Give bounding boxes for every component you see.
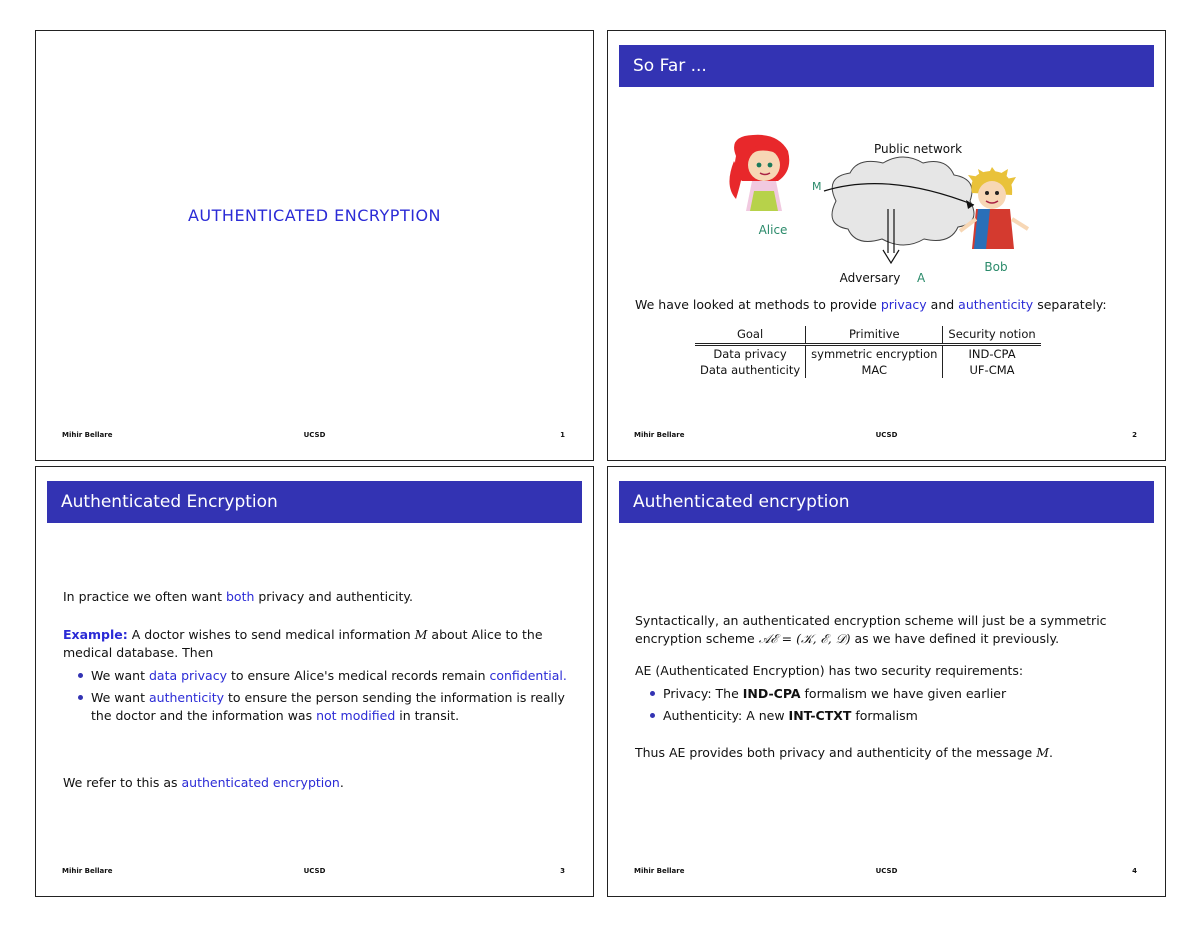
footer-institution: UCSD [303,431,326,439]
example-label: Example: [63,627,128,642]
bullet-text: to ensure the person sending the information is really the doctor and the information was [91,690,565,723]
public-network-figure [728,131,1058,291]
page-number: 4 [1132,867,1137,875]
example-bullets [63,667,568,725]
bullet-text: formalism we have given earlier [800,686,1007,701]
slide-4 [607,466,1166,897]
table-cell: MAC [806,362,943,378]
example-block [63,626,568,729]
syntax-text-end: as we have defined it previously. [850,631,1060,646]
data-privacy-highlight: data privacy [148,668,227,683]
table-header: Goal [695,326,806,345]
authenticity-highlight: authenticity [958,297,1034,312]
not-modified-highlight: not modified [316,708,396,723]
methods-text-end: separately: [1033,297,1107,312]
table-row [695,362,1041,378]
footer-author: Mihir Bellare [62,867,113,875]
int-ctxt-term: INT-CTXT [788,708,852,723]
confidential-highlight: confidential. [489,668,567,683]
bullet-text: Privacy: The [663,686,743,701]
table-cell: Data privacy [713,347,787,361]
table-header-row [695,326,1041,345]
bob-label: Bob [984,260,1008,274]
bullet-text: We want [91,690,149,705]
bullet-text: to ensure Alice's medical records remain [227,668,490,683]
authenticated-encryption-highlight: authenticated encryption [181,775,340,790]
footer-institution: UCSD [875,867,898,875]
refer-text-start: We refer to this as [63,775,182,790]
bullet-icon [78,695,83,700]
slide-1 [35,30,594,461]
conclusion-text-start: Thus AE provides both privacy and authenticity of the message [635,745,1037,760]
list-item [63,667,568,685]
bullet-text: Authenticity: A new [663,708,789,723]
adversary-variable: A [917,271,926,285]
slide-footer [36,867,593,879]
requirements-block [635,662,1145,729]
network-cloud [832,157,974,245]
title-slide-heading: AUTHENTICATED ENCRYPTION [187,206,441,225]
alice-figure [729,135,789,211]
list-item [63,689,568,725]
bullet-text: in transit. [395,708,460,723]
adversary-label: Adversary [839,271,901,285]
footer-author: Mihir Bellare [634,431,685,439]
methods-sentence [635,296,1107,314]
practice-text-end: privacy and authenticity. [254,589,413,604]
message-variable: M [414,627,428,642]
scheme-formula: 𝒜ℰ = (𝒦, ℰ, 𝒟) [758,631,851,646]
syntax-text-start: Syntactically, an authenticated encryption scheme will just be a symmetric encryption scheme [635,613,1107,646]
public-network-label: Public network [873,142,963,156]
bullet-icon [78,673,83,678]
refer-text-end: . [339,775,344,790]
methods-text-and: and [926,297,959,312]
requirements-intro: AE (Authenticated Encryption) has two security requirements: [635,663,1024,678]
slide-3 [35,466,594,897]
table-row [695,345,1041,363]
table-header: Primitive [806,326,943,345]
requirements-bullets [635,685,1145,725]
slide-title: So Far ... [619,45,1154,87]
alice-label: Alice [758,223,788,237]
example-text-end: about Alice to the medical database. Then [63,627,543,660]
example-text-start: A doctor wishes to send medical information [127,627,415,642]
primitives-table [695,326,1041,378]
privacy-highlight: privacy [880,297,927,312]
slide-2 [607,30,1166,461]
table-cell: Data authenticity [700,363,801,377]
ind-cpa-term: IND-CPA [742,686,801,701]
practice-paragraph [63,588,413,606]
slide-title: Authenticated encryption [619,481,1154,523]
slide-footer [608,431,1165,443]
list-item [635,707,1145,725]
example-paragraph [63,626,568,662]
table-cell: symmetric encryption [806,345,943,363]
message-variable: M [1036,745,1050,760]
page-number: 3 [560,867,565,875]
table-cell: UF-CMA [943,362,1041,378]
slide-footer [608,867,1165,879]
footer-author: Mihir Bellare [62,431,113,439]
footer-author: Mihir Bellare [634,867,685,875]
methods-text-start: We have looked at methods to provide [635,297,881,312]
authenticity-highlight: authenticity [148,690,225,705]
both-highlight: both [225,589,255,604]
page-number: 2 [1132,431,1137,439]
slide-title: Authenticated Encryption [47,481,582,523]
bullet-text: formalism [851,708,918,723]
list-item [635,685,1145,703]
page-number: 1 [560,431,565,439]
table-header: Security notion [943,326,1041,345]
bullet-icon [650,713,655,718]
bullet-text: We want [91,668,149,683]
refer-paragraph [63,774,344,792]
syntax-paragraph [635,612,1145,648]
slide-footer [36,431,593,443]
footer-institution: UCSD [303,867,326,875]
conclusion-text-end: . [1049,745,1053,760]
conclusion-paragraph [635,744,1053,762]
message-label: M [812,180,822,193]
table-cell: IND-CPA [943,345,1041,363]
bullet-icon [650,691,655,696]
footer-institution: UCSD [875,431,898,439]
practice-text-start: In practice we often want [63,589,226,604]
